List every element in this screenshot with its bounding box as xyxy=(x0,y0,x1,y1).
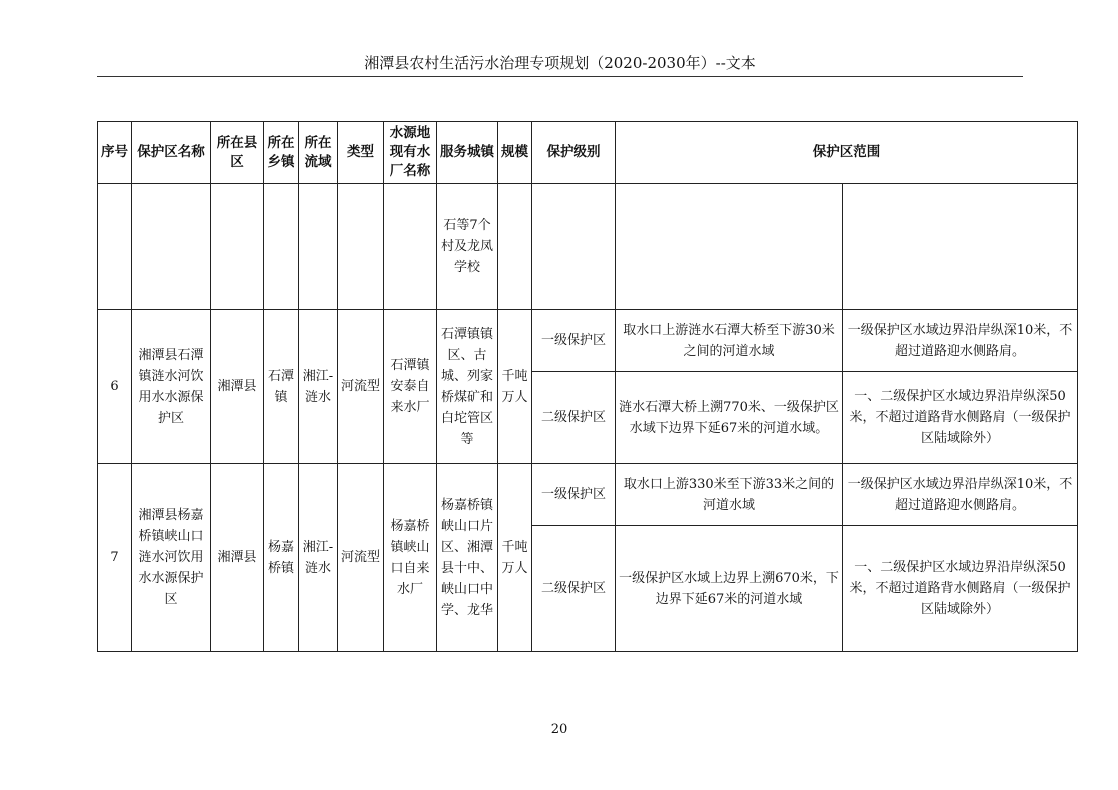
cell-scale: 千吨万人 xyxy=(498,310,532,464)
header-county: 所在县区 xyxy=(211,122,264,184)
header-level: 保护级别 xyxy=(532,122,616,184)
cell-land-range: 一、二级保护区水域边界沿岸纵深50米，不超过道路背水侧路肩（一级保护区陆域除外） xyxy=(843,372,1078,464)
table-row xyxy=(98,310,1078,372)
cell-town: 杨嘉桥镇 xyxy=(264,464,299,652)
cell-scale: 千吨万人 xyxy=(498,464,532,652)
cell-county: 湘潭县 xyxy=(211,310,264,464)
cell-seq: 6 xyxy=(98,310,132,464)
cell-level: 二级保护区 xyxy=(532,372,616,464)
cell-basin: 湘江-涟水 xyxy=(299,464,338,652)
cell-water-range: 取水口上游330米至下游33米之间的河道水域 xyxy=(616,464,843,526)
header-seq: 序号 xyxy=(98,122,132,184)
page-number: 20 xyxy=(550,722,568,737)
cell-water-range: 取水口上游涟水石潭大桥至下游30米之间的河道水域 xyxy=(616,310,843,372)
cell-seq: 7 xyxy=(98,464,132,652)
cell-level: 一级保护区 xyxy=(532,464,616,526)
cell-level: 一级保护区 xyxy=(532,310,616,372)
header-type: 类型 xyxy=(338,122,384,184)
cell-land-range: 一级保护区水域边界沿岸纵深10米，不超过道路迎水侧路肩。 xyxy=(843,464,1078,526)
cell-name: 湘潭县杨嘉桥镇峡山口涟水河饮用水水源保护区 xyxy=(132,464,211,652)
cell-land-range: 一、二级保护区水域边界沿岸纵深50米，不超过道路背水侧路肩（一级保护区陆域除外） xyxy=(843,526,1078,652)
protection-zone-table xyxy=(97,121,1078,652)
cell-land-range: 一级保护区水域边界沿岸纵深10米，不超过道路迎水侧路肩。 xyxy=(843,310,1078,372)
header-basin: 所在流域 xyxy=(299,122,338,184)
header-town: 所在乡镇 xyxy=(264,122,299,184)
cell-type: 河流型 xyxy=(338,464,384,652)
header-name: 保护区名称 xyxy=(132,122,211,184)
cell-water-range: 涟水石潭大桥上溯770米、一级保护区水域下边界下延67米的河道水域。 xyxy=(616,372,843,464)
cell-service: 杨嘉桥镇峡山口片区、湘潭县十中、峡山口中学、龙华 xyxy=(437,464,498,652)
header-divider xyxy=(97,76,1023,77)
cell-basin: 湘江-涟水 xyxy=(299,310,338,464)
header-service: 服务城镇 xyxy=(437,122,498,184)
cell-plant: 石潭镇安泰自来水厂 xyxy=(384,310,437,464)
cell-type: 河流型 xyxy=(338,310,384,464)
cell-service: 石等7个村及龙凤学校 xyxy=(437,184,498,310)
header-plant: 水源地现有水厂名称 xyxy=(384,122,437,184)
cell-service: 石潭镇镇区、古城、列家桥煤矿和白坨管区等 xyxy=(437,310,498,464)
table-row-continuation xyxy=(98,184,1078,310)
cell-name: 湘潭县石潭镇涟水河饮用水水源保护区 xyxy=(132,310,211,464)
header-range: 保护区范围 xyxy=(616,122,1078,184)
header-scale: 规模 xyxy=(498,122,532,184)
table-row xyxy=(98,464,1078,526)
cell-water-range: 一级保护区水域上边界上溯670米，下边界下延67米的河道水域 xyxy=(616,526,843,652)
cell-town: 石潭镇 xyxy=(264,310,299,464)
cell-plant: 杨嘉桥镇峡山口自来水厂 xyxy=(384,464,437,652)
page-header-title: 湘潭县农村生活污水治理专项规划（2020-2030年）--文本 xyxy=(364,54,756,72)
table-header-row xyxy=(98,122,1078,184)
cell-county: 湘潭县 xyxy=(211,464,264,652)
cell-level: 二级保护区 xyxy=(532,526,616,652)
